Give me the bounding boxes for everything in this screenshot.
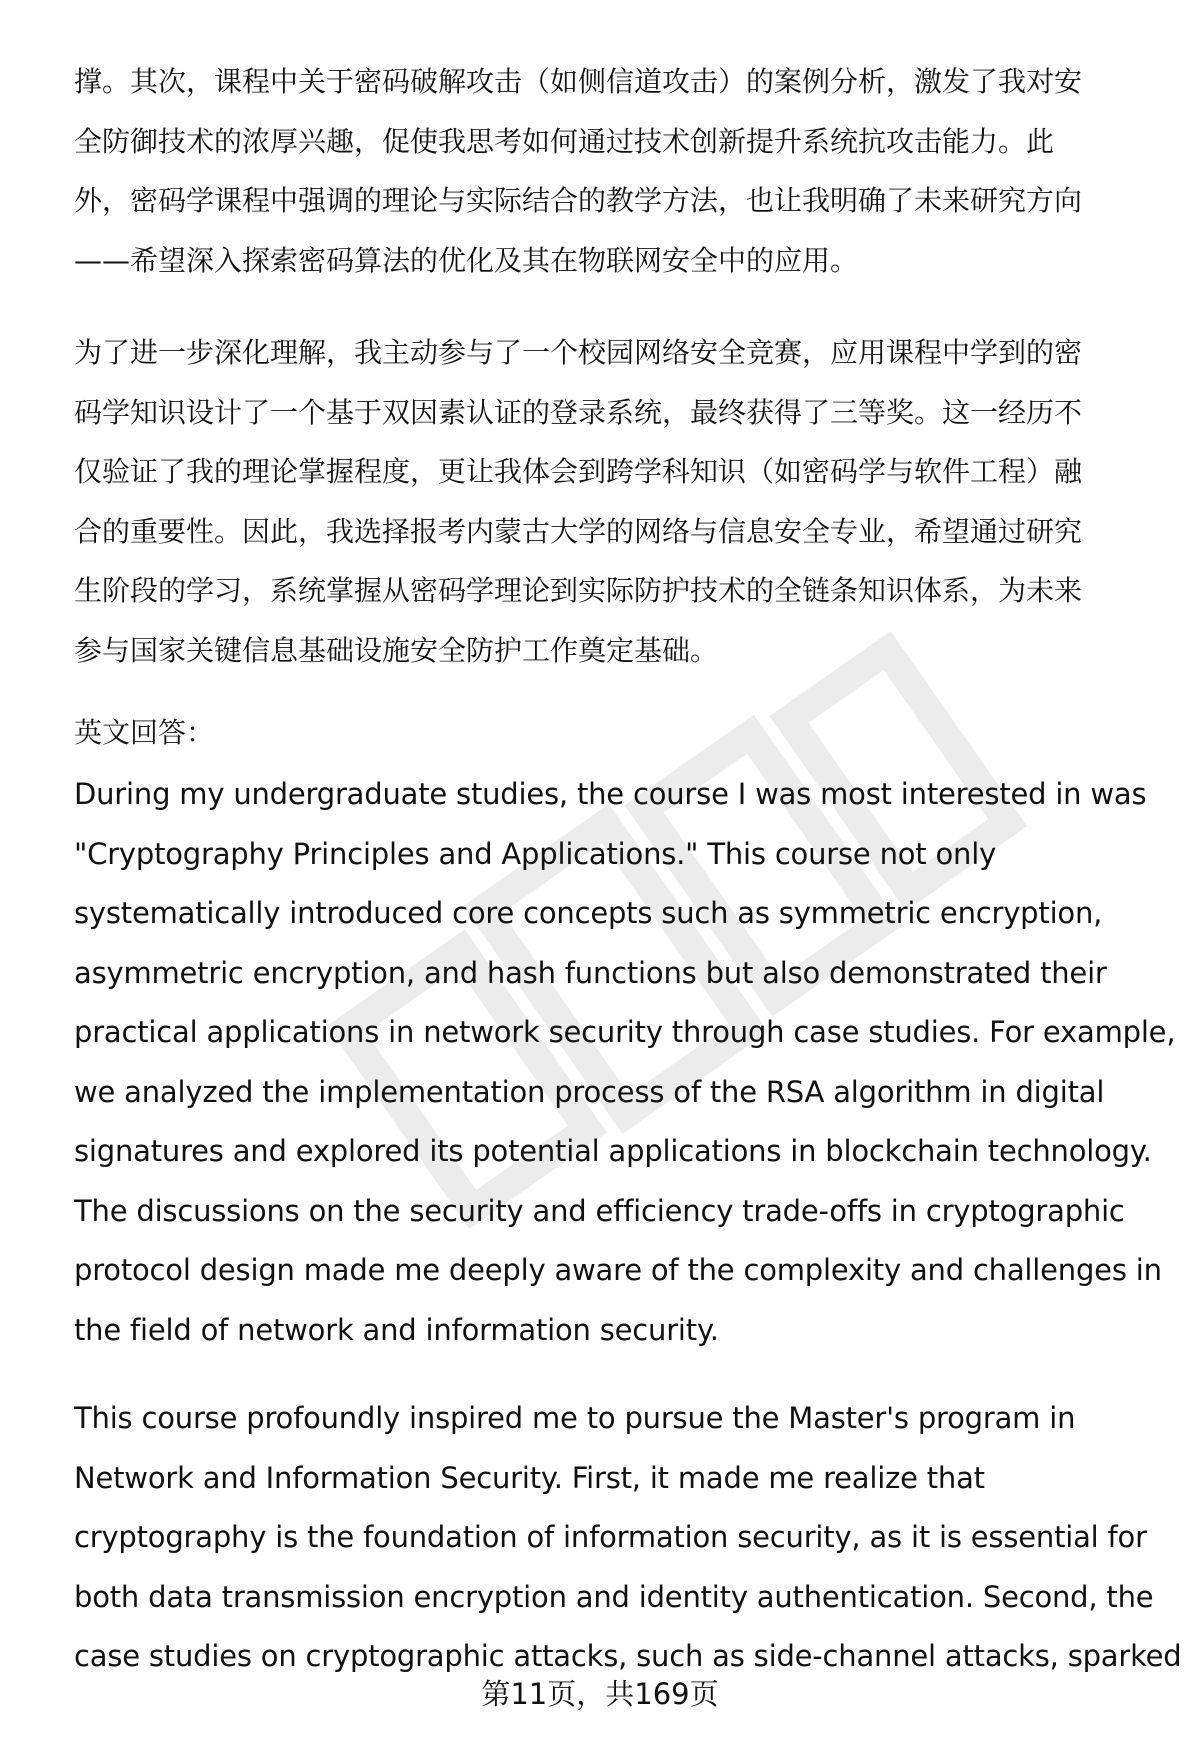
text-line: 外，密码学课程中强调的理论与实际结合的教学方法，也让我明确了未来研究方向	[74, 184, 1083, 217]
text-line: Network and Information Security. First, it made me realize that	[74, 1460, 985, 1495]
text-line: cryptography is the foundation of information security, as it is essential for	[74, 1520, 1147, 1554]
text-line: 撑。其次，课程中关于密码破解攻击（如侧信道攻击）的案例分析，激发了我对安	[74, 65, 1083, 98]
text-line: asymmetric encryption, and hash functions but also demonstrated their	[74, 955, 1107, 990]
page-number-footer: 第11页，共169页	[481, 1677, 719, 1711]
text-line: protocol design made me deeply aware of the complexity and challenges in	[74, 1253, 1162, 1287]
paragraph-chinese-1	[74, 52, 1164, 290]
text-line: ——希望深入探索密码算法的优化及其在物联网安全中的应用。	[74, 243, 859, 277]
text-line: we analyzed the implementation process of the RSA algorithm in digital	[74, 1074, 1105, 1109]
text-line: During my undergraduate studies, the course I was most interested in was	[74, 777, 1147, 811]
text-line: The discussions on the security and efficiency trade-offs in cryptographic	[74, 1193, 1125, 1228]
text-line: 生阶段的学习，系统掌握从密码学理论到实际防护技术的全链条知识体系，为未来	[74, 574, 1083, 607]
text-line: 参与国家关键信息基础设施安全防护工作奠定基础。	[74, 633, 719, 667]
paragraph-english-2	[74, 1389, 1182, 1687]
text-line: the field of network and information security.	[74, 1312, 719, 1347]
text-line: 合的重要性。因此，我选择报考内蒙古大学的网络与信息安全专业，希望通过研究	[74, 514, 1083, 548]
text-line: 为了进一步深化理解，我主动参与了一个校园网络安全竞赛，应用课程中学到的密	[74, 336, 1083, 369]
text-line: This course profoundly inspired me to pursue the Master's program in	[74, 1401, 1076, 1435]
text-line: "Cryptography Principles and Applications." This course not only	[74, 836, 997, 871]
text-line: signatures and explored its potential applications in blockchain technology.	[74, 1134, 1152, 1168]
text-line: case studies on cryptographic attacks, such as side-channel attacks, sparked	[74, 1639, 1182, 1673]
text-line: 仅验证了我的理论掌握程度，更让我体会到跨学科知识（如密码学与软件工程）融	[74, 455, 1083, 488]
section-heading-english-answer	[74, 703, 1164, 763]
paragraph-chinese-2	[74, 323, 1164, 680]
text-line: both data transmission encryption and identity authentication. Second, the	[74, 1579, 1154, 1614]
paragraph-english-1	[74, 765, 1176, 1360]
heading-text: 英文回答：	[74, 716, 215, 749]
text-line: 码学知识设计了一个基于双因素认证的登录系统，最终获得了三等奖。这一经历不	[74, 395, 1083, 429]
text-line: systematically introduced core concepts such as symmetric encryption,	[74, 896, 1103, 930]
text-line: practical applications in network security through case studies. For example,	[74, 1015, 1176, 1049]
text-line: 全防御技术的浓厚兴趣，促使我思考如何通过技术创新提升系统抗攻击能力。此	[74, 124, 1055, 158]
